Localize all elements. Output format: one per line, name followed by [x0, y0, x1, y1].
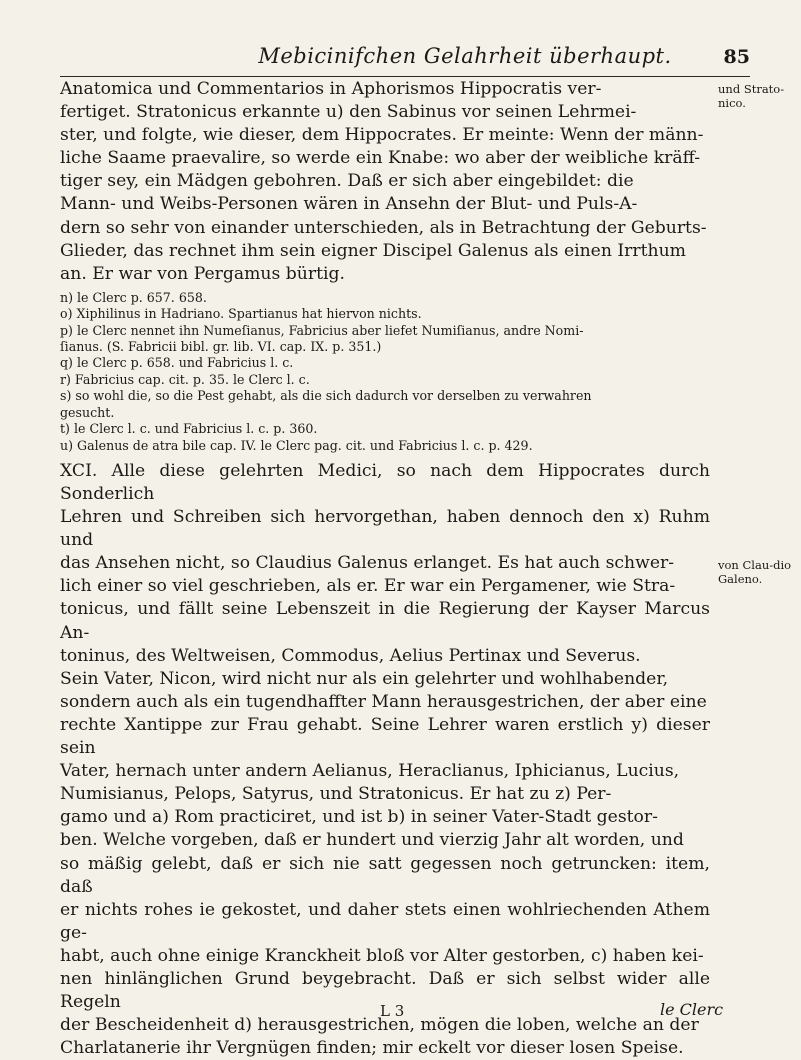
text-line: Anatomica und Commentarios in Aphorismos Hippocratis ver- [60, 79, 602, 99]
running-head: Mebicinifchen Gelahrheit überhaupt. [258, 44, 672, 68]
text-line: tiger sey, ein Mädgen gebohren. Daß er sich aber eingebildet: die [60, 171, 634, 192]
text-line: nen hinlänglichen Grund beygebracht. Daß er sich selbst wider alle Regeln [60, 968, 710, 1013]
paragraph-galenus [60, 460, 710, 1060]
footnotes-block [60, 290, 710, 454]
text-line: Charlatanerie ihr Vergnügen finden; mir eckelt vor dieser losen Speise. [60, 1038, 684, 1059]
footnote: p) le Clerc nennet ihn Numeſianus, Fabricius aber liefet Numiſianus, andre Nomi- [60, 322, 584, 338]
text-line: Glieder, das rechnet ihm sein eigner Discipel Galenus als einen Irrthum [60, 240, 686, 261]
text-line: sondern auch als ein tugendhaffter Mann herausgestrichen, der aber eine [60, 691, 707, 712]
text-line: an. Er war von Pergamus bürtig. [60, 263, 345, 284]
margin-note-claudio: von Clau-dio Galeno. [718, 558, 792, 586]
footnote: n) le Clerc p. 657. 658. [60, 289, 207, 305]
text-line: so mäßig gelebt, daß er sich nie satt gegessen noch getruncken: item, daß [60, 853, 710, 897]
text-line: liche Saame praevalire, so werde ein Knabe: wo aber der weibliche kräff- [60, 148, 701, 169]
footnote: s) so wohl die, so die Pest gehabt, als die sich dadurch vor derselben zu verwahren [60, 388, 592, 404]
text-line: er nichts rohes ie gekostet, und daher stets einen wohlriechenden Athem ge- [60, 899, 710, 943]
text-line: XCI. Alle diese gelehrten Medici, so nach dem Hippocrates durch Sonderlich [60, 460, 710, 504]
text-line: Sein Vater, Nicon, wird nicht nur als ein gelehrter und wohlhabender, [60, 668, 669, 689]
text-line: der Bescheidenheit d) herausgestrichen, mögen die loben, welche an der [60, 1015, 699, 1036]
text-line: das Ansehen nicht, so Claudius Galenus erlanget. Es hat auch schwer- [60, 553, 675, 574]
catchword: le Clerc [660, 1000, 724, 1019]
paragraph-stratonicus [60, 78, 710, 286]
margin-note-strato: und Strato-nico. [718, 82, 785, 110]
text-line: Mann- und Weibs-Personen wären in Ansehn der Blut- und Puls-A- [60, 194, 638, 215]
text-line: dern so sehr von einander unterschieden, als in Betrachtung der Geburts- [60, 217, 707, 238]
footnote: t) le Clerc l. c. und Fabricius l. c. p. 360. [60, 421, 318, 437]
text-line: tonicus, und fällt seine Lebenszeit in die Regierung der Kayser Marcus An- [60, 599, 710, 643]
footnote: r) Fabricius cap. cit. p. 35. le Clerc l. c. [60, 371, 310, 387]
footnote: q) le Clerc p. 658. und Fabricius l. c. [60, 355, 294, 371]
text-line: Lehren und Schreiben sich hervorgethan, haben dennoch den x) Ruhm und [60, 507, 710, 551]
text-line: fertiget. Stratonicus erkannte u) den Sabinus vor seinen Lehrmei- [60, 102, 637, 123]
text-line: ster, und folgte, wie dieser, dem Hippocrates. Er meinte: Wenn der männ- [60, 125, 704, 146]
footnote: u) Galenus de atra bile cap. IV. le Clerc pag. cit. und Fabricius l. c. p. 429. [60, 437, 533, 453]
signature-mark: L 3 [380, 1002, 405, 1020]
text-line: gamo und a) Rom practiciret, und ist b) in seiner Vater-Stadt gestor- [60, 807, 658, 828]
footnote: o) Xiphilinus in Hadriano. Spartianus hat hiervon nichts. [60, 306, 422, 322]
text-line: rechte Xantippe zur Frau gehabt. Seine Lehrer waren erstlich y) dieser sein [60, 714, 710, 759]
text-line: habt, auch ohne einige Kranckheit bloß vor Alter gestorben, c) haben kei- [60, 945, 704, 966]
text-line: Vater, hernach unter andern Aelianus, Heraclianus, Iphicianus, Lucius, [60, 761, 680, 782]
footnote: ſianus. (S. Fabricii bibl. gr. lib. VI. cap. IX. p. 351.) [60, 339, 382, 355]
page-number: 85 [723, 46, 750, 68]
text-line: ben. Welche vorgeben, daß er hundert und vierzig Jahr alt worden, und [60, 830, 684, 851]
page-header [60, 40, 750, 77]
footnote: gesucht. [60, 404, 115, 420]
page-body [60, 78, 710, 1060]
text-line: Numisianus, Pelops, Satyrus, und Stratonicus. Er hat zu z) Per- [60, 784, 612, 805]
text-line: lich einer so viel geschrieben, als er. Er war ein Pergamener, wie Stra- [60, 576, 676, 597]
text-line: toninus, des Weltweisen, Commodus, Aelius Pertinax und Severus. [60, 645, 641, 666]
